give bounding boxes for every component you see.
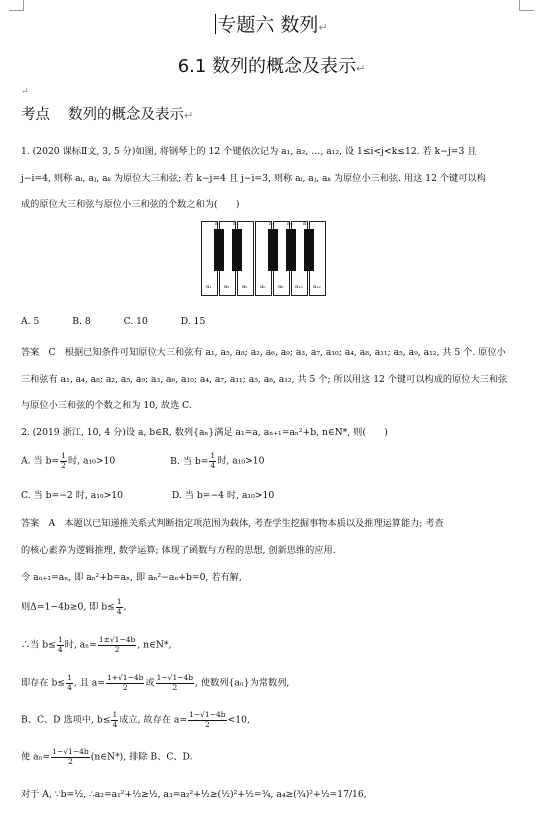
piano-black-key (286, 229, 296, 271)
subsection-title: 6.1 数列的概念及表示↵ (177, 56, 366, 77)
q1-answer-line: 三和弦有 a₁, a₄, a₈; a₂, a₅, a₉; a₃, a₆, a₁₀; a₄, a₇, a₁₁; a₅, a₈, a₁₂, 共 5 个; 所以用这 12 个键可以构成的原位大三和弦 (21, 374, 508, 385)
fraction: $\frac{1}{4}$ (112, 710, 118, 729)
fraction: $\frac{1}{4}$ (210, 451, 216, 470)
q2-answer-line: 的核心素养为逻辑推理, 数学运算; 体现了函数与方程的思想, 创新思维的应用. (21, 545, 336, 556)
q2-options-ab: A. 当 b= $\frac{1}{2}$ 时, a₁₀>10 B. 当 b= $\frac{1}{4}$ 时, a₁₀>10 (21, 451, 265, 470)
q2-answer-line: 答案 A 本题以已知递推关系式判断指定项范围为载体, 考查学生挖掘事物本质以及推理运算能力; 考查 (21, 518, 444, 529)
black-key-label: a₇ (269, 221, 275, 227)
piano-white-key: a₁₀ (291, 221, 308, 296)
fraction: $\frac{1}{4}$ (116, 597, 122, 616)
paragraph-mark-icon: ↵ (318, 21, 328, 34)
q2-solution-line: 使 aₙ= $\frac{1-√1-4b}{2}$ (n∈N*), 排除 B、C、D. (21, 747, 193, 766)
piano-white-key: a₁₂ (309, 221, 326, 296)
fraction: $\frac{1}{4}$ (57, 635, 63, 654)
fraction: $\frac{1}{4}$ (67, 673, 72, 692)
q1-options: A. 5 B. 8 C. 10 D. 15 (21, 316, 206, 327)
paragraph-mark-icon: ↵ (356, 62, 366, 75)
piano-black-key (232, 229, 242, 271)
q2-solution-line: 对于 A, ∵b=½, ∴a₂=a₁²+½≥½, a₃=a₂²+½≥(½)²+½=¾, a₄≥(¾)²+½=17/16, (21, 789, 367, 800)
empty-paragraph-mark-icon: ↵ (21, 86, 29, 97)
q2-solution-line: 则Δ=1−4b≥0, 即 b≤ $\frac{1}{4}$ , (21, 597, 127, 616)
q2-stem: 2. (2019 浙江, 10, 4 分)设 a, b∈R, 数列{aₙ}满足 a₁=a, aₙ₊₁=aₙ²+b, n∈N*, 则( ) (21, 427, 388, 438)
q1-answer-line: 与原位小三和弦的个数之和为 10, 故选 C. (21, 400, 192, 411)
fraction: $\frac{1-√1-4b}{2}$ (189, 710, 226, 729)
piano-white-key: a₁ (201, 221, 218, 296)
q2-solution-line: 即存在 b≤ $\frac{1}{4}$ , 且 a= $\frac{1+√1-4b}{2}$ 或 $\frac{1-√1-4b}{2}$ , 使数列{aₙ}为常数列, (21, 673, 290, 692)
piano-white-key: a₆ (255, 221, 272, 296)
section-heading: 考点 数列的概念及表示↵ (21, 107, 194, 123)
piano-keyboard-figure (201, 221, 329, 297)
q2-solution-line: B、C、D 选项中, b≤ $\frac{1}{4}$ 成立, 故存在 a= $\frac{1-√1-4b}{2}$ <10, (21, 710, 250, 729)
fraction: $\frac{1}{2}$ (61, 451, 66, 470)
chapter-title: 专题六 数列↵ (217, 14, 328, 36)
fraction: $\frac{1\pm√1-4b}{2}$ (98, 635, 136, 654)
black-key-label: a₂ (215, 221, 221, 227)
q1-stem-line: 1. (2020 课标Ⅱ文, 3, 5 分)如图, 将钢琴上的 12 个键依次记为 a₁, a₂, …, a₁₂, 设 1≤i<j<k≤12. 若 k−j=3 且 (21, 146, 477, 157)
black-key-label: a₁₁ (303, 221, 311, 227)
piano-white-key: a₈ (273, 221, 290, 296)
q1-stem-line: j−i=4, 则称 aᵢ, aⱼ, aₖ 为原位大三和弦; 若 k−j=4 且 j−i=3, 则称 aᵢ, aⱼ, aₖ 为原位小三和弦. 用这 12 个键可以构 (21, 173, 486, 184)
piano-black-key (214, 229, 224, 271)
fraction: $\frac{1-√1-4b}{2}$ (52, 747, 89, 766)
paragraph-mark-icon: ↵ (184, 109, 194, 122)
black-key-label: a₄ (233, 221, 239, 227)
q2-solution-line: ∴当 b≤ $\frac{1}{4}$ 时, aₙ= $\frac{1\pm√1-4b}{2}$ , n∈N*, (21, 635, 172, 654)
fraction: $\frac{1+√1-4b}{2}$ (106, 673, 144, 692)
black-key-label: a₉ (287, 221, 293, 227)
q2-solution-line: 令 aₙ₊₁=aₙ, 即 aₙ²+b=aₙ, 即 aₙ²−aₙ+b=0, 若有解, (21, 572, 242, 583)
piano-black-key (268, 229, 278, 271)
q1-answer-line: 答案 C 根据已知条件可知原位大三和弦有 a₁, a₅, a₈; a₂, a₆, a₉; a₃, a₇, a₁₀; a₄, a₈, a₁₁; a₅, a₉, a₁₂, 共 5 个. 原位小 (21, 347, 506, 358)
q2-options-cd: C. 当 b=−2 时, a₁₀>10 D. 当 b=−4 时, a₁₀>10 (21, 490, 275, 501)
piano-black-key (304, 229, 314, 271)
piano-white-key: a₃ (219, 221, 236, 296)
fraction: $\frac{1-√1-4b}{2}$ (156, 673, 194, 692)
q1-stem-line: 成的原位大三和弦与原位小三和弦的个数之和为( ) (21, 199, 240, 210)
piano-white-key: a₅ (237, 221, 254, 296)
